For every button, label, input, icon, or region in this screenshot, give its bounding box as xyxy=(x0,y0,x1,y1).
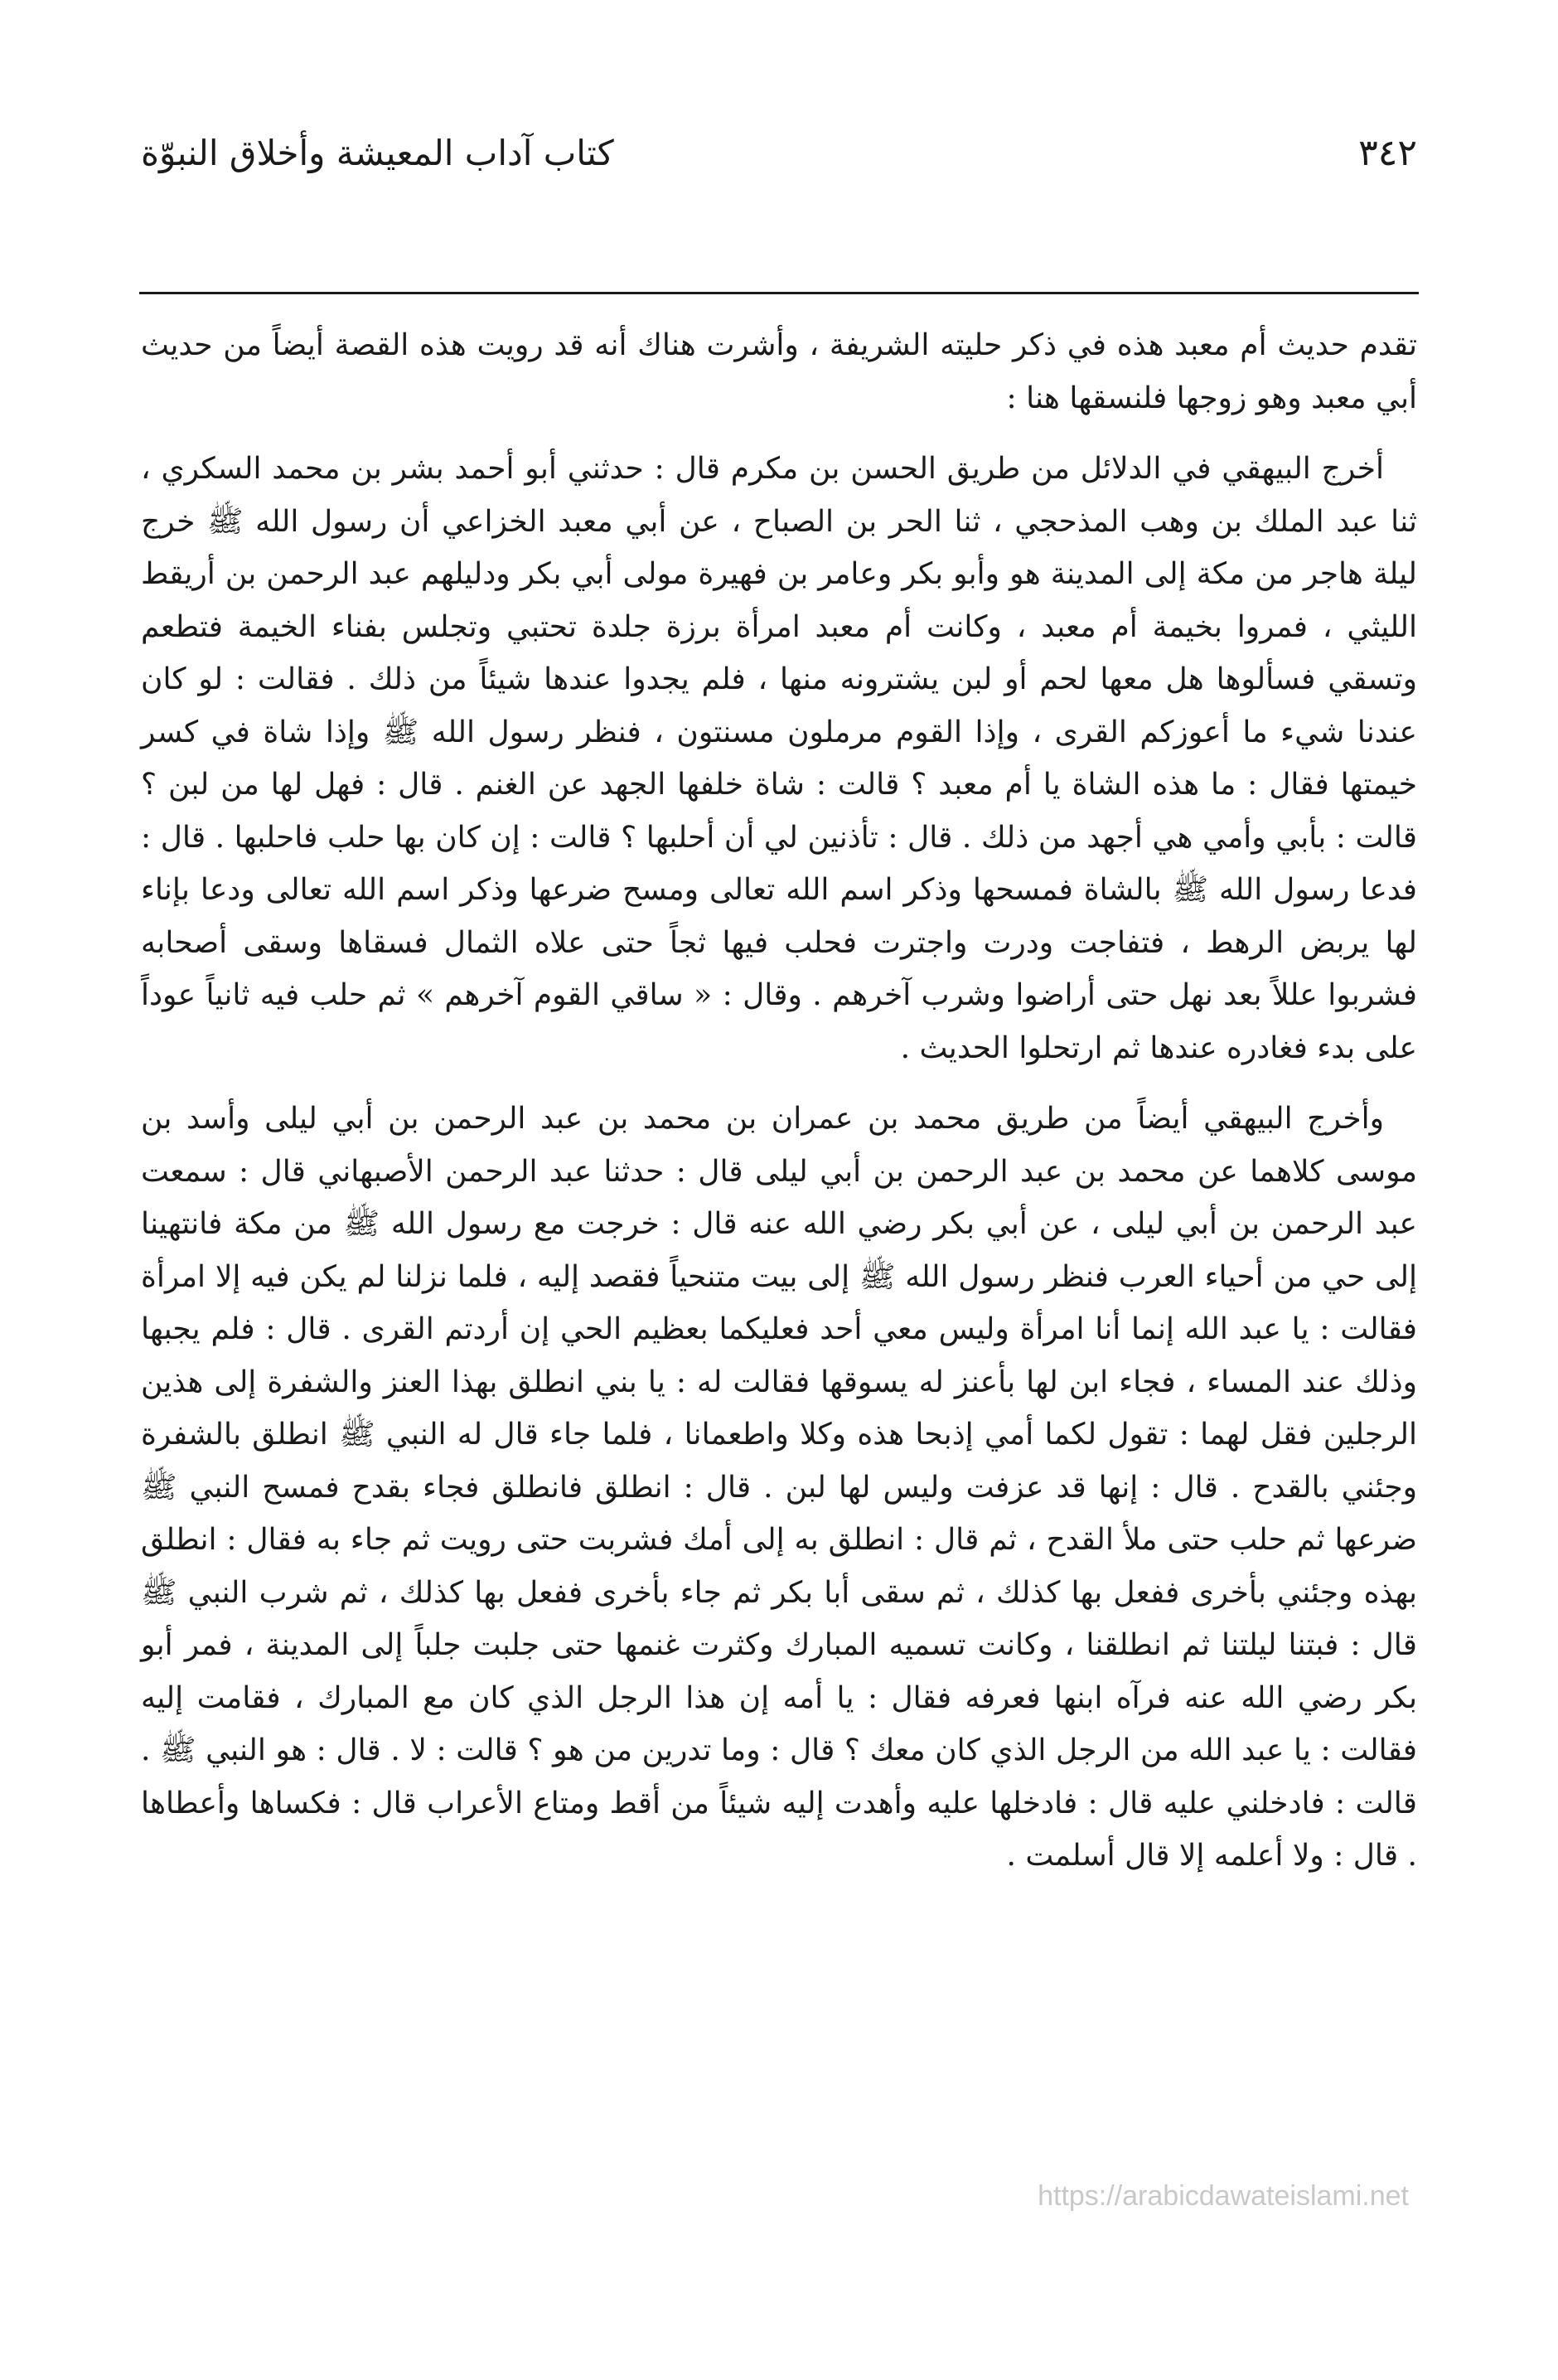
watermark-url: https://arabicdawateislami.net xyxy=(1038,2180,1409,2212)
running-title: كتاب آداب المعيشة وأخلاق النبوّة xyxy=(141,133,614,173)
header-divider xyxy=(139,292,1419,294)
paragraph-hadith-abu-mabad: أخرج البيهقي في الدلائل من طريق الحسن بن مكرم قال : حدثني أبو أحمد بشر بن محمد السكري ، ثنا عبد الملك بن وهب المذحجي ، ثنا الحر بن الصباح ، عن أبي معبد الخزاعي أن رسول الله ﷺ خرج ليلة هاجر من مكة إلى المدينة هو وأبو بكر وعامر بن فهيرة مولى أبي بكر ودليلهم عبد الرحمن بن أريقط الليثي ، فمروا بخيمة أم معبد ، وكانت أم معبد امرأة برزة جلدة تحتبي وتجلس بفناء الخيمة فتطعم وتسقي فسألوها هل معها لحم أو لبن يشترونه منها ، فلم يجدوا عندها شيئاً من ذلك . فقالت : لو كان عندنا شيء ما أعوزكم القرى ، وإذا القوم مرملون مسنتون ، فنظر رسول الله ﷺ وإذا شاة في كسر خيمتها فقال : ما هذه الشاة يا أم معبد ؟ قالت : شاة خلفها الجهد عن الغنم . قال : فهل لها من لبن ؟ قالت : بأبي وأمي هي أجهد من ذلك . قال : تأذنين لي أن أحلبها ؟ قالت : إن كان بها حلب فاحلبها . قال : فدعا رسول الله ﷺ بالشاة فمسحها وذكر اسم الله تعالى ومسح ضرعها وذكر اسم الله تعالى ودعا بإناء لها يربض الرهط ، فتفاجت ودرت واجترت فحلب فيها ثجاً حتى علاه الثمال فسقاها وسقى أصحابه فشربوا عللاً بعد نهل حتى أراضوا وشرب آخرهم . وقال : « ساقي القوم آخرهم » ثم حلب فيه ثانياً عوداً على بدء فغادره عندها ثم ارتحلوا الحديث . xyxy=(141,452,1418,1065)
paragraph-hadith-abu-bakr: وأخرج البيهقي أيضاً من طريق محمد بن عمران بن محمد بن عبد الرحمن بن أبي ليلى وأسد بن موسى كلاهما عن محمد بن عبد الرحمن بن أبي ليلى قال : حدثنا عبد الرحمن الأصبهاني قال : سمعت عبد الرحمن بن أبي ليلى ، عن أبي بكر رضي الله عنه قال : خرجت مع رسول الله ﷺ من مكة فانتهينا إلى حي من أحياء العرب فنظر رسول الله ﷺ إلى بيت متنحياً فقصد إليه ، فلما نزلنا لم يكن فيه إلا امرأة فقالت : يا عبد الله إنما أنا امرأة وليس معي أحد فعليكما بعظيم الحي إن أردتم القرى . قال : فلم يجبها وذلك عند المساء ، فجاء ابن لها بأعنز له يسوقها فقالت له : يا بني انطلق بهذا العنز والشفرة إلى هذين الرجلين فقل لهما : تقول لكما أمي إذبحا هذه وكلا واطعمانا ، فلما جاء قال له النبي ﷺ انطلق بالشفرة وجئني بالقدح . قال : إنها قد عزفت وليس لها لبن . قال : انطلق فانطلق فجاء بقدح فمسح النبي ﷺ ضرعها ثم حلب حتى ملأ القدح ، ثم قال : انطلق به إلى أمك فشربت حتى رويت ثم جاء به فقال : انطلق بهذه وجئني بأخرى ففعل بها كذلك ، ثم سقى أبا بكر ثم جاء بأخرى ففعل بها كذلك ، ثم شرب النبي ﷺ قال : فبتنا ليلتنا ثم انطلقنا ، وكانت تسميه المبارك وكثرت غنمها حتى جلبت جلباً إلى المدينة ، فمر أبو بكر رضي الله عنه فرآه ابنها فعرفه فقال : يا أمه إن هذا الرجل الذي كان مع المبارك ، فقامت إليه فقالت : يا عبد الله من الرجل الذي كان معك ؟ قال : وما تدرين من هو ؟ قالت : لا . قال : هو النبي ﷺ . قالت : فادخلني عليه قال : فادخلها عليه وأهدت إليه شيئاً من أقط ومتاع الأعراب قال : فكساها وأعطاها . قال : ولا أعلمه إلا قال أسلمت . xyxy=(141,1102,1418,1873)
page-header xyxy=(141,124,1417,182)
page-body xyxy=(141,319,1417,1883)
page-number: ٣٤٢ xyxy=(1358,132,1417,174)
paragraph-intro: تقدم حديث أم معبد هذه في ذكر حليته الشريفة ، وأشرت هناك أنه قد رويت هذه القصة أيضاً من حديث أبي معبد وهو زوجها فلنسقها هنا : xyxy=(141,328,1417,415)
